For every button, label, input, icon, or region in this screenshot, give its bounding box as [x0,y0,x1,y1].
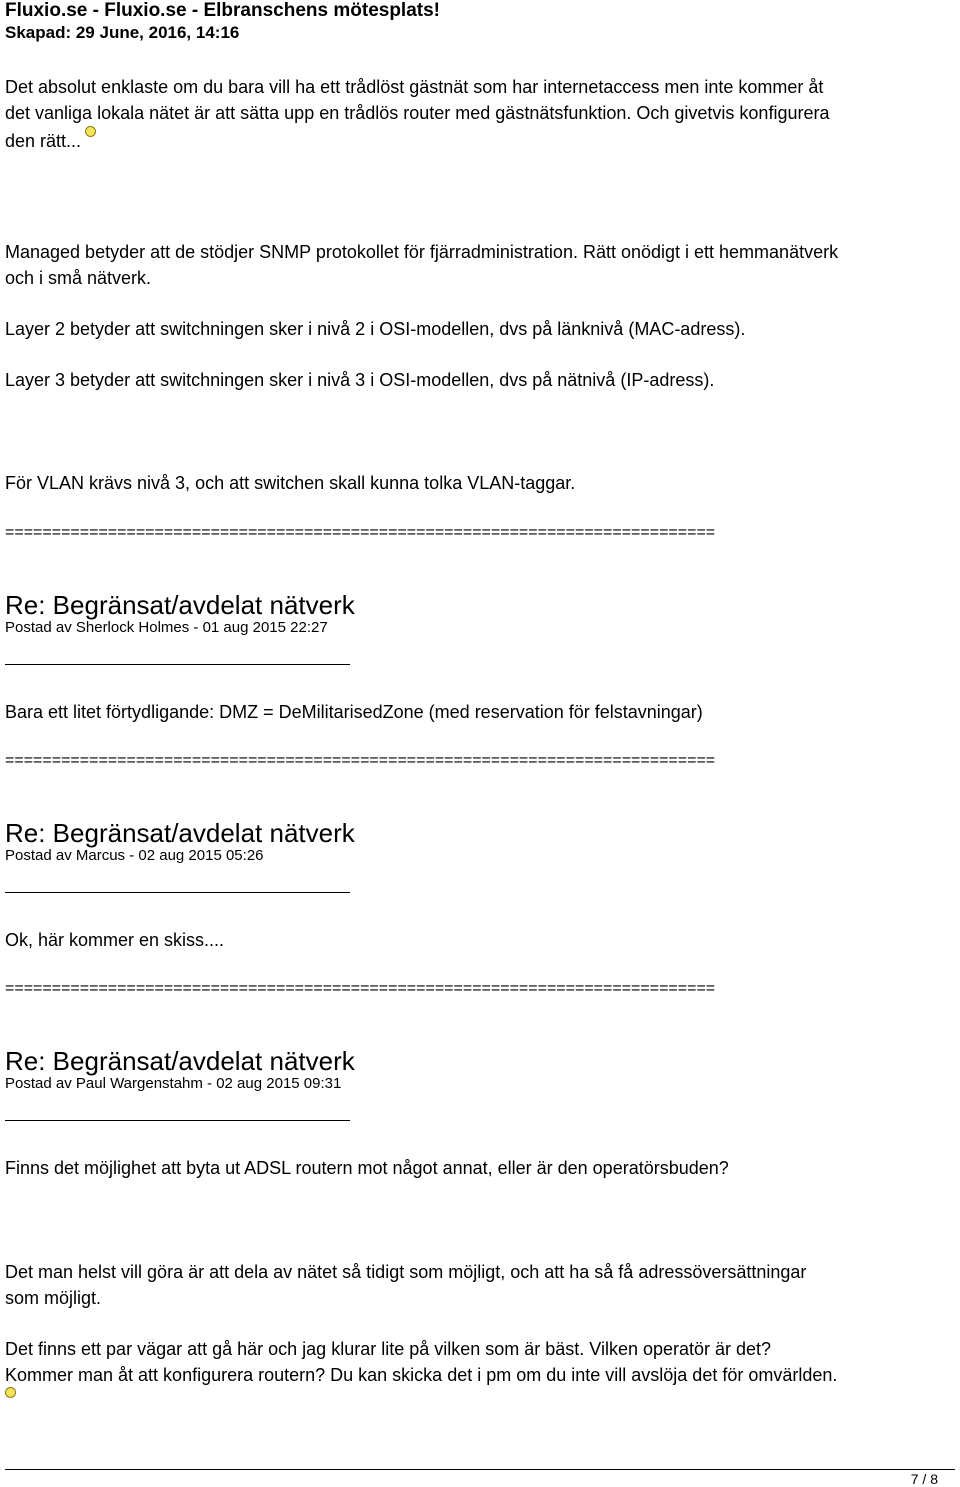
intro-line-2: det vanliga lokala nätet är att sätta upp en trådlös router med gästnätsfunktion. Och givetvis konfigurera [5,103,830,123]
post-body [5,1336,955,1388]
post-meta: Postad av Paul Wargenstahm - 02 aug 2015 09:31 [5,1075,342,1092]
post-body-line: Bara ett litet förtydligande: DMZ = DeMilitarisedZone (med reservation för felstavningar) [5,702,703,722]
post-divider [5,892,350,893]
post-title: Re: Begränsat/avdelat nätverk [5,590,355,620]
document-title: Fluxio.se - Fluxio.se - Elbranschens mötesplats! [5,0,440,21]
post-body-line: Finns det möjlighet att byta ut ADSL routern mot något annat, eller är den operatörsbuden? [5,1158,729,1178]
post-title: Re: Begränsat/avdelat nätverk [5,818,355,848]
smiley-icon [5,1387,16,1398]
post-body [5,1259,955,1311]
post-meta: Postad av Sherlock Holmes - 01 aug 2015 22:27 [5,619,328,636]
layer3-paragraph [5,367,955,393]
smiley-icon [85,126,96,137]
post-divider [5,1120,350,1121]
vlan-paragraph [5,470,955,496]
created-date: Skapad: 29 June, 2016, 14:16 [5,23,240,42]
managed-line-2: och i små nätverk. [5,268,152,288]
separator: ============================================================================ [5,752,716,769]
vlan-text: För VLAN krävs nivå 3, och att switchen skall kunna tolka VLAN-taggar. [5,473,576,493]
post-body-line: som möjligt. [5,1288,102,1308]
layer2-text: Layer 2 betyder att switchningen sker i nivå 2 i OSI-modellen, dvs på länknivå (MAC-adress). [5,319,746,339]
intro-line-3: den rätt... [5,131,82,151]
post-body-line: Det finns ett par vägar att gå här och jag klurar lite på vilken som är bäst. Vilken operatör är det? [5,1339,772,1359]
post-body-line: Ok, här kommer en skiss.... [5,930,225,950]
intro-line-1: Det absolut enklaste om du bara vill ha ett trådlöst gästnät som har internetaccess men inte kommer åt [5,77,824,97]
managed-paragraph [5,239,955,291]
page-number: 7 / 8 [910,1471,938,1487]
post-meta: Postad av Marcus - 02 aug 2015 05:26 [5,847,264,864]
post-body [5,927,955,953]
post-title: Re: Begränsat/avdelat nätverk [5,1046,355,1076]
post-body-line: Det man helst vill göra är att dela av nätet så tidigt som möjligt, och att ha så få adressöversättningar [5,1262,807,1282]
footer-divider [5,1469,955,1470]
separator: ============================================================================ [5,524,716,541]
post-body-line: Kommer man åt att konfigurera routern? Du kan skicka det i pm om du inte vill avslöja det för omvärlden. [5,1365,838,1385]
post-divider [5,664,350,665]
post-body [5,1155,955,1181]
layer3-text: Layer 3 betyder att switchningen sker i nivå 3 i OSI-modellen, dvs på nätnivå (IP-adress). [5,370,715,390]
layer2-paragraph [5,316,955,342]
separator: ============================================================================ [5,980,716,997]
intro-line-3-wrap [5,126,955,154]
post-body [5,699,955,725]
intro-paragraph [5,74,955,154]
managed-line-1: Managed betyder att de stödjer SNMP protokollet för fjärradministration. Rätt onödigt i ett hemmanätverk [5,242,839,262]
